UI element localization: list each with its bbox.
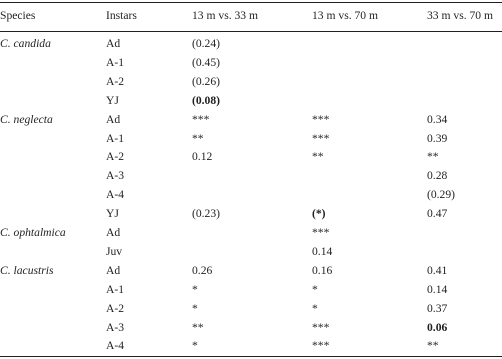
- table-cell-c3: 0.47: [427, 207, 448, 221]
- table-cell-c3: 0.34: [427, 112, 448, 126]
- table-cell-instar: Ad: [106, 263, 121, 277]
- table-cell-instar: A-4: [106, 188, 125, 202]
- table-cell-instar: Ad: [106, 37, 121, 50]
- table-cell-species: C. neglecta: [0, 112, 53, 126]
- table-cell-instar: A-2: [106, 301, 125, 315]
- table-cell-c3: **: [427, 150, 439, 164]
- table-cell-species: C. ophtalmica: [0, 226, 66, 239]
- table-cell-instar: Juv: [106, 244, 123, 258]
- table-cell-c2: (*): [312, 207, 326, 221]
- table-cell-c2: **: [312, 150, 324, 164]
- table-cell-instar: A-3: [106, 169, 125, 183]
- table-cell-c1: *: [192, 301, 198, 315]
- table-cell-c3: 0.37: [427, 301, 448, 315]
- table-cell-c3: (0.29): [427, 188, 456, 202]
- table-cell-c2: ***: [312, 226, 330, 239]
- table-cell-instar: YJ: [106, 93, 119, 107]
- table-cell-c2: 0.16: [312, 263, 333, 277]
- table-cell-instar: A-3: [106, 320, 125, 334]
- table-cell-c1: (0.08): [192, 93, 221, 107]
- table-cell-c1: **: [192, 131, 204, 145]
- table-cell-c2: 0.14: [312, 244, 333, 258]
- table-cell-c1: **: [192, 320, 204, 334]
- table-cell-species: C. lacustris: [0, 263, 54, 277]
- table-top-rule: [0, 2, 502, 3]
- table-cell-instar: A-2: [106, 74, 125, 88]
- table-cell-c2: ***: [312, 320, 330, 334]
- table-cell-instar: A-1: [106, 131, 125, 145]
- table-cell-c3: 0.41: [427, 263, 448, 277]
- header-33-vs-70: 33 m vs. 70 m: [427, 9, 494, 22]
- table-cell-c1: (0.23): [192, 207, 221, 221]
- table-cell-species: C. candida: [0, 37, 51, 50]
- table-cell-c3: 0.28: [427, 169, 448, 183]
- table-cell-instar: Ad: [106, 112, 121, 126]
- header-13-vs-70: 13 m vs. 70 m: [312, 9, 379, 22]
- table-cell-c1: 0.12: [192, 150, 213, 164]
- table-cell-instar: YJ: [106, 207, 119, 221]
- table-cell-c2: ***: [312, 339, 330, 353]
- header-species: Species: [0, 9, 36, 22]
- header-13-vs-33: 13 m vs. 33 m: [192, 9, 259, 22]
- table-cell-c3: 0.39: [427, 131, 448, 145]
- table-header-rule: [0, 31, 502, 32]
- table-bottom-rule: [0, 356, 502, 357]
- table-cell-instar: A-1: [106, 55, 125, 69]
- table-cell-c3: 0.14: [427, 282, 448, 296]
- table-cell-c2: ***: [312, 131, 330, 145]
- table-cell-c1: (0.24): [192, 37, 221, 50]
- table-cell-c1: (0.26): [192, 74, 221, 88]
- table-cell-c1: *: [192, 282, 198, 296]
- table-cell-c1: *: [192, 339, 198, 353]
- table-cell-c2: *: [312, 282, 318, 296]
- table-cell-c3: **: [427, 339, 439, 353]
- table-cell-c1: ***: [192, 112, 210, 126]
- table-cell-c1: 0.26: [192, 263, 213, 277]
- table-cell-instar: Ad: [106, 226, 121, 239]
- table-cell-c2: ***: [312, 112, 330, 126]
- table-cell-instar: A-2: [106, 150, 125, 164]
- header-instars: Instars: [106, 9, 137, 22]
- table-cell-instar: A-4: [106, 339, 125, 353]
- table-cell-c1: (0.45): [192, 55, 221, 69]
- table-cell-instar: A-1: [106, 282, 125, 296]
- table-cell-c3: 0.06: [427, 320, 448, 334]
- table-cell-c2: *: [312, 301, 318, 315]
